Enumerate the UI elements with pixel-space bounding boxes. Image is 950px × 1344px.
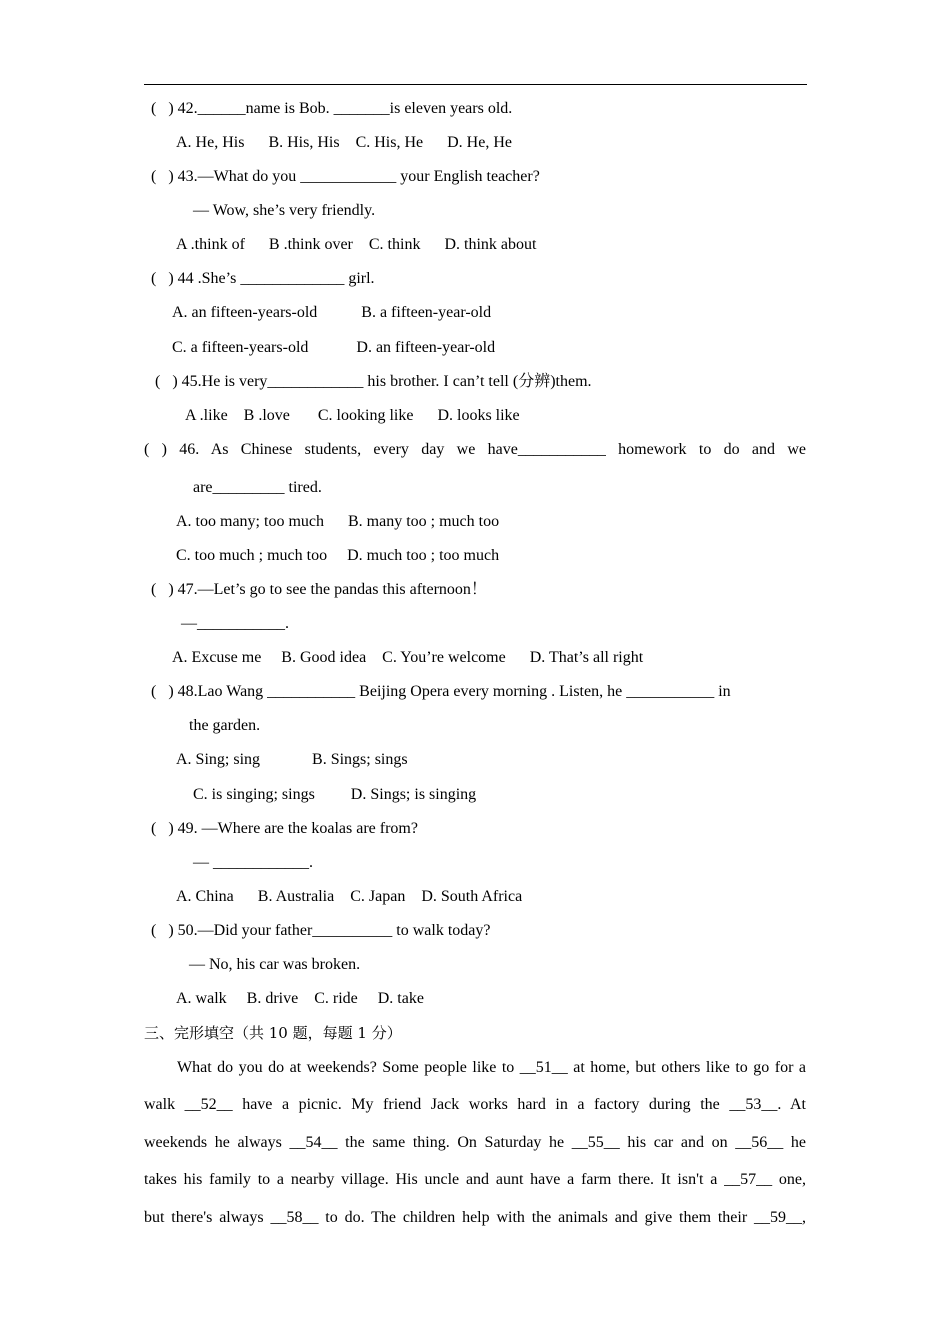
question-49-reply: — ____________. (193, 854, 313, 871)
question-43: ( ) 43.—What do you ____________ your English teacher? (151, 168, 540, 185)
passage-line-3: weekends he always __54__ the same thing. On Saturday he __55__ his car and on __56__ he (144, 1134, 806, 1151)
question-44-options-cd: C. a fifteen-years-old D. an fifteen-year-old (172, 339, 496, 356)
question-45: ( ) 45.He is very____________ his brother. I can’t tell (分辨)them. (155, 373, 592, 390)
question-42-options: A. He, His B. His, His C. His, He D. He, He (176, 134, 512, 151)
question-47: ( ) 47.—Let’s go to see the pandas this afternoon！ (151, 581, 487, 598)
section-title: 三、完形填空（共 10 题，每题 1 分） (144, 1024, 402, 1042)
question-50-options: A. walk B. drive C. ride D. take (176, 990, 424, 1007)
question-48: ( ) 48.Lao Wang ___________ Beijing Opera every morning . Listen, he ___________ in (151, 683, 731, 700)
question-44-options-ab: A. an fifteen-years-old B. a fifteen-year-old (172, 304, 492, 321)
question-43-reply: — Wow, she’s very friendly. (193, 202, 376, 219)
question-48-options-ab: A. Sing; sing B. Sings; sings (176, 751, 408, 768)
question-47-options: A. Excuse me B. Good idea C. You’re welcome D. That’s all right (172, 649, 644, 666)
header-rule (144, 84, 807, 85)
question-43-options: A .think of B .think over C. think D. think about (176, 236, 537, 253)
question-44: ( ) 44 .She’s _____________ girl. (151, 270, 375, 287)
question-46-options-cd: C. too much ; much too D. much too ; too much (176, 547, 500, 564)
question-47-reply: —___________. (181, 615, 289, 632)
passage-line-1: What do you do at weekends? Some people like to __51__ at home, but others like to go for a (177, 1059, 806, 1076)
question-48-continued: the garden. (189, 717, 261, 734)
question-49-options: A. China B. Australia C. Japan D. South Africa (176, 888, 523, 905)
question-42: ( ) 42.______name is Bob. _______is eleven years old. (151, 100, 513, 117)
question-46-options-ab: A. too many; too much B. many too ; much too (176, 513, 500, 530)
question-50-reply: — No, his car was broken. (189, 956, 361, 973)
passage-line-4: takes his family to a nearby village. His uncle and aunt have a farm there. It isn't a __57__ one, (144, 1171, 806, 1188)
question-50: ( ) 50.—Did your father__________ to walk today? (151, 922, 491, 939)
question-48-options-cd: C. is singing; sings D. Sings; is singing (193, 786, 477, 803)
passage-line-2: walk __52__ have a picnic. My friend Jack works hard in a factory during the __53__. At (144, 1096, 806, 1113)
question-46: ( ) 46. As Chinese students, every day we have___________ homework to do and we (144, 441, 806, 458)
question-45-options: A .like B .love C. looking like D. looks like (185, 407, 520, 424)
passage-line-5: but there's always __58__ to do. The children help with the animals and give them their __59__, (144, 1209, 806, 1226)
question-49: ( ) 49. —Where are the koalas are from? (151, 820, 418, 837)
question-46-continued: are_________ tired. (193, 479, 322, 496)
